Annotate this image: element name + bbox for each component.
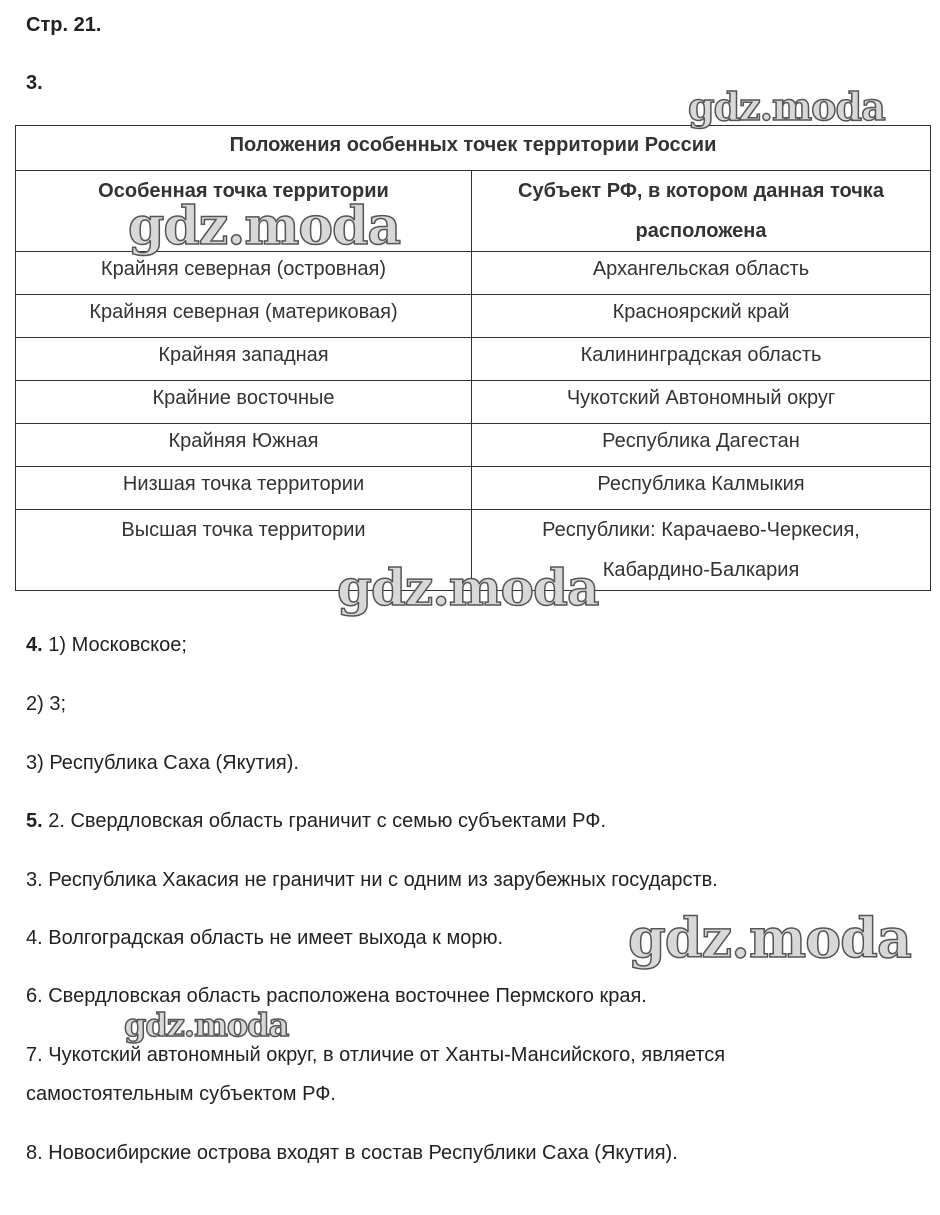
- task-5-line-3: 4. Волгоградская область не имеет выхода к морю.: [26, 927, 504, 949]
- cell-subject: Республика Дагестан: [472, 424, 931, 467]
- table-title: Положения особенных точек территории России: [16, 126, 931, 171]
- special-points-table: [15, 125, 931, 591]
- cell-subject: Республики: Карачаево-Черкесия, Кабардино-Балкария: [472, 510, 931, 591]
- task-4-line-2: 2) 3;: [26, 693, 67, 715]
- watermark: gdz.moda: [337, 558, 599, 617]
- task-5-number: 5.: [26, 810, 43, 832]
- cell-point: Крайняя северная (островная): [16, 252, 472, 295]
- task-4-line-1: [26, 626, 187, 665]
- task-4-number: 4.: [26, 634, 43, 656]
- table-row: [16, 424, 931, 467]
- table-row: [16, 338, 931, 381]
- cell-subject: Калининградская область: [472, 338, 931, 381]
- cell-subject: Республика Калмыкия: [472, 467, 931, 510]
- task-5-line-6: 8. Новосибирские острова входят в состав Республики Саха (Якутия).: [26, 1142, 678, 1164]
- cell-point: Крайняя западная: [16, 338, 472, 381]
- cell-point: Крайние восточные: [16, 381, 472, 424]
- page-label: Стр. 21.: [26, 14, 102, 36]
- cell-subject: Архангельская область: [472, 252, 931, 295]
- watermark: gdz.moda: [124, 1006, 289, 1044]
- task-5-line-4: 6. Свердловская область расположена восточнее Пермского края.: [26, 985, 647, 1007]
- cell-subject: Красноярский край: [472, 295, 931, 338]
- header-point: Особенная точка территории: [16, 171, 472, 252]
- task-5-line-2: 3. Республика Хакасия не граничит ни с одним из зарубежных государств.: [26, 869, 718, 891]
- table-row: [16, 295, 931, 338]
- task-4-line-3: 3) Республика Саха (Якутия).: [26, 752, 299, 774]
- cell-point: Крайняя Южная: [16, 424, 472, 467]
- cell-point: Высшая точка территории: [16, 510, 472, 591]
- answer: 1) Московское;: [48, 634, 187, 656]
- table-row: [16, 381, 931, 424]
- cell-point: Крайняя северная (материковая): [16, 295, 472, 338]
- task-5-line-5: 7. Чукотский автономный округ, в отличие от Ханты-Мансийского, является самостоятельным субъектом РФ.: [26, 1044, 726, 1105]
- watermark: gdz.moda: [688, 84, 885, 129]
- cell-subject: Чукотский Автономный округ: [472, 381, 931, 424]
- watermark: gdz.moda: [128, 196, 401, 257]
- table-row: [16, 467, 931, 510]
- cell-point: Низшая точка территории: [16, 467, 472, 510]
- task-5-line-1: [26, 802, 606, 841]
- header-subject: Субъект РФ, в котором данная точка расположена: [472, 171, 931, 252]
- task-3-number: 3.: [26, 72, 43, 94]
- table-row: [16, 252, 931, 295]
- watermark: gdz.moda: [628, 906, 911, 970]
- answer: 2. Свердловская область граничит с семью субъектами РФ.: [48, 810, 607, 832]
